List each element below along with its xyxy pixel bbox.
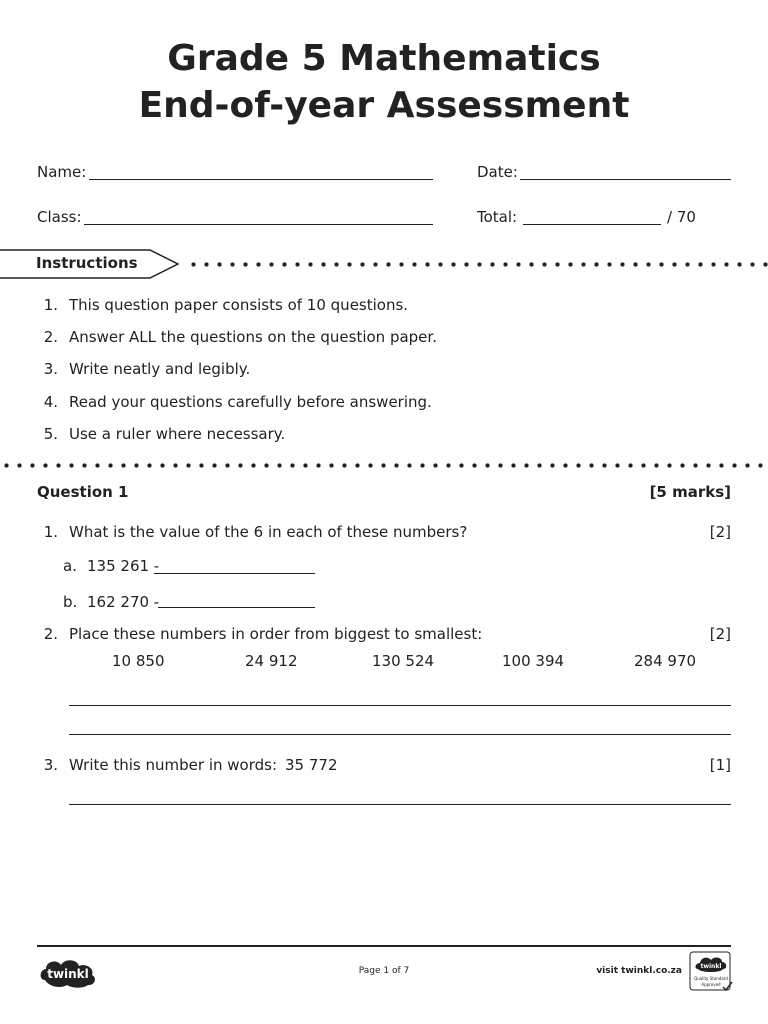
dotted-divider-top	[187, 262, 768, 267]
q1-2-text: Place these numbers in order from biggest to smallest:	[69, 625, 483, 643]
footer-rule	[37, 945, 731, 947]
instructions-heading: Instructions	[36, 254, 138, 272]
visit-link[interactable]: visit twinkl.co.za	[596, 966, 682, 976]
q1-2-number-2: 24 912	[245, 652, 298, 670]
q1-1a-label: a.	[63, 557, 77, 575]
q1-1a-text: 135 261 -	[87, 557, 160, 575]
instruction-num-4: 4.	[43, 393, 58, 411]
q1-3-marks: [1]	[709, 756, 731, 774]
instruction-num-3: 3.	[43, 360, 58, 378]
q1-2-answer-line-2[interactable]	[69, 734, 731, 735]
question1-heading: Question 1	[37, 483, 129, 501]
instruction-text-2: Answer ALL the questions on the question paper.	[69, 328, 437, 346]
badge-logo-text: twinkl	[700, 963, 722, 970]
q1-1a-answer-line[interactable]	[154, 573, 315, 574]
q1-3-text: Write this number in words:	[69, 756, 278, 774]
q1-1-marks: [2]	[709, 523, 731, 541]
instruction-text-3: Write neatly and legibly.	[69, 360, 251, 378]
q1-1b-text: 162 270 -	[87, 593, 160, 611]
badge-line1: Quality Standard	[694, 976, 728, 981]
page-title-line2: End-of-year Assessment	[138, 85, 630, 126]
q1-1-num: 1.	[43, 523, 58, 541]
name-label: Name:	[37, 163, 87, 181]
total-suffix: / 70	[667, 208, 696, 226]
date-label: Date:	[477, 163, 518, 181]
q1-2-answer-line-1[interactable]	[69, 705, 731, 706]
page-number: Page 1 of 7	[358, 966, 410, 976]
q1-2-number-5: 284 970	[634, 652, 697, 670]
instruction-num-5: 5.	[43, 425, 58, 443]
q1-1-text: What is the value of the 6 in each of these numbers?	[69, 523, 468, 541]
q1-2-num: 2.	[43, 625, 58, 643]
instruction-text-4: Read your questions carefully before answering.	[69, 393, 432, 411]
class-field[interactable]	[84, 224, 433, 225]
q1-3-number: 35 772	[285, 756, 338, 774]
dotted-divider-bottom	[0, 463, 768, 468]
q1-2-number-4: 100 394	[502, 652, 565, 670]
instruction-num-2: 2.	[43, 328, 58, 346]
q1-3-answer-line[interactable]	[69, 804, 731, 805]
instruction-text-1: This question paper consists of 10 questions.	[69, 296, 409, 314]
instruction-text-5: Use a ruler where necessary.	[69, 425, 286, 443]
q1-2-number-3: 130 524	[372, 652, 435, 670]
question1-marks: [5 marks]	[649, 483, 731, 501]
class-label: Class:	[37, 208, 82, 226]
quality-badge	[689, 951, 733, 993]
q1-2-number-1: 10 850	[112, 652, 165, 670]
name-field[interactable]	[89, 179, 433, 180]
q1-1b-label: b.	[63, 593, 78, 611]
instruction-num-1: 1.	[43, 296, 58, 314]
date-field[interactable]	[520, 179, 731, 180]
q1-2-marks: [2]	[709, 625, 731, 643]
total-field[interactable]	[523, 224, 661, 225]
q1-1b-answer-line[interactable]	[158, 607, 315, 608]
twinkl-logo-text: twinkl	[47, 967, 89, 981]
total-label: Total:	[477, 208, 518, 226]
q1-3-num: 3.	[43, 756, 58, 774]
badge-line2: Approved	[701, 982, 721, 987]
page-title-line1: Grade 5 Mathematics	[167, 38, 601, 79]
